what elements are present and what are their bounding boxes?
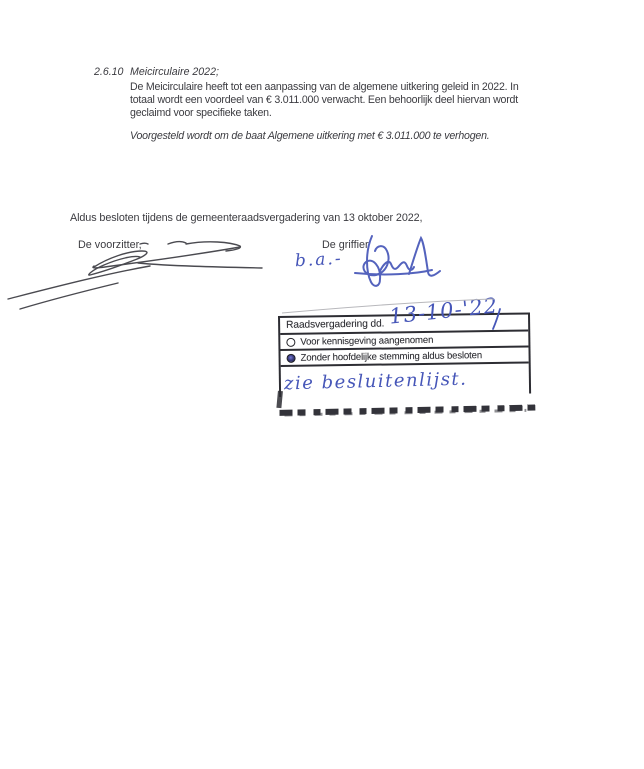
section-title: Meicirculaire 2022; bbox=[130, 66, 219, 78]
section-body-line: geclaimd voor specifieke taken. bbox=[130, 107, 272, 119]
chairman-label: De voorzitter, bbox=[78, 239, 142, 251]
clerk-handwritten-prefix: b.a.- bbox=[294, 248, 344, 272]
stamp-option-label: Voor kennisgeving aangenomen bbox=[300, 334, 434, 348]
stamp-header-label: Raadsvergadering dd. bbox=[286, 318, 385, 331]
stamp-option-row bbox=[280, 348, 528, 367]
chairman-signature bbox=[8, 242, 262, 309]
section-number: 2.6.10 bbox=[94, 66, 124, 78]
section-body-line: totaal wordt een voordeel van € 3.011.000 verwacht. Een behoorlijk deel hiervan wordt bbox=[130, 94, 518, 106]
section-body-line: De Meicirculaire heeft tot een aanpassing van de algemene uitkering geleid in 2022. In bbox=[130, 81, 519, 93]
stamp-date-handwritten: 13-10-'22 bbox=[388, 293, 500, 329]
council-stamp bbox=[278, 312, 537, 424]
radio-checked-icon bbox=[287, 353, 296, 362]
proposal-text: Voorgesteld wordt om de baat Algemene uitkering met € 3.011.000 te verhogen. bbox=[130, 130, 490, 142]
stamp-option-label: Zonder hoofdelijke stemming aldus besloten bbox=[300, 349, 483, 364]
radio-unchecked-icon bbox=[286, 337, 295, 346]
stamp-ink-blob bbox=[276, 391, 283, 408]
stamp-note-handwritten: zie besluitenlijst. bbox=[283, 368, 468, 395]
clerk-label: De griffier bbox=[322, 239, 369, 251]
decision-line: Aldus besloten tijdens de gemeenteraadsvergadering van 13 oktober 2022, bbox=[70, 212, 423, 224]
